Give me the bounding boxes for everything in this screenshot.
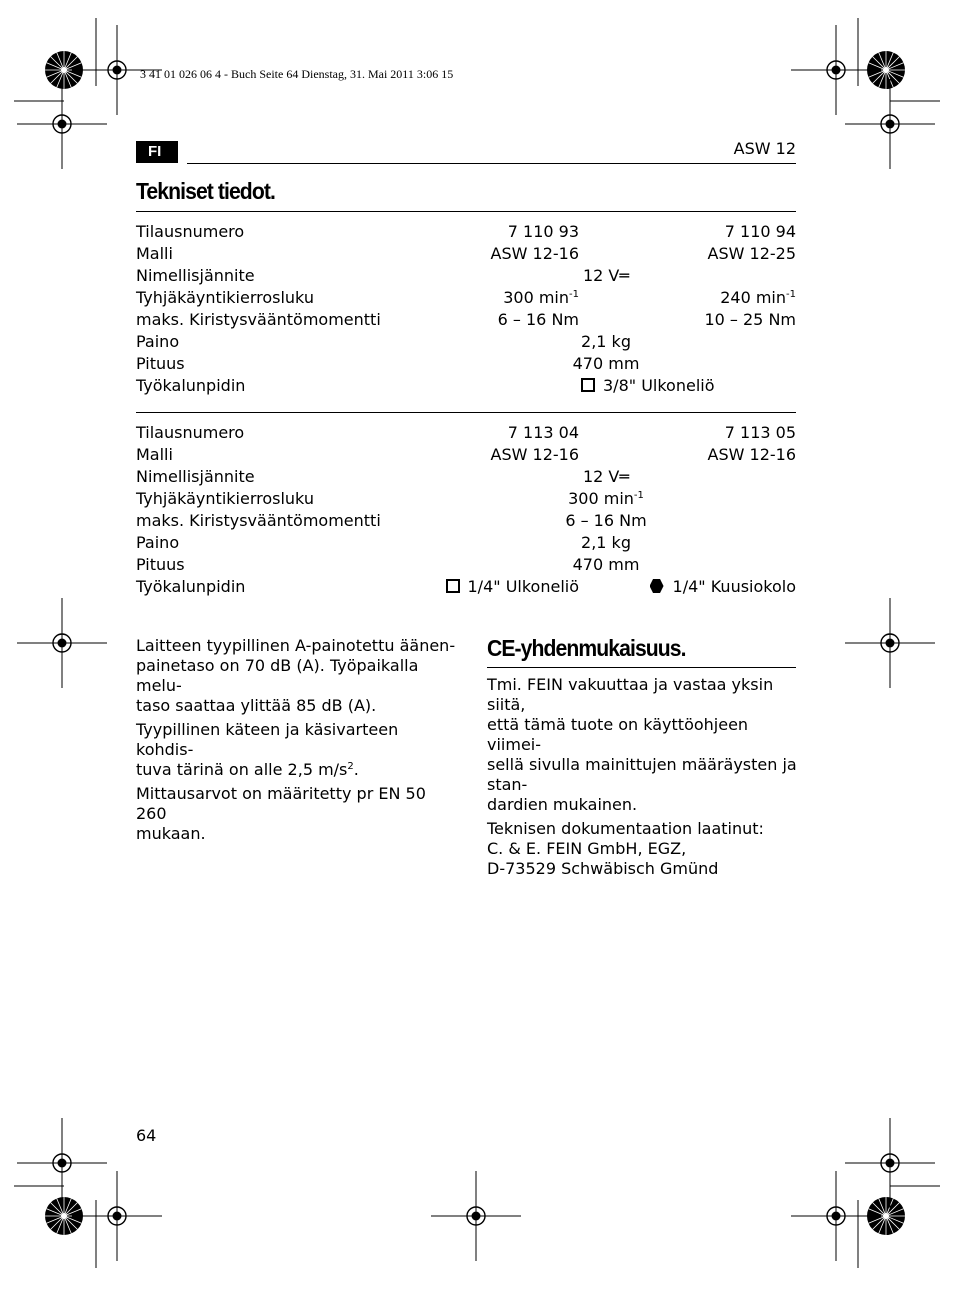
row-label: Tyhjäkäyntikierrosluku [136, 288, 314, 307]
noise-paragraph [136, 636, 456, 716]
value-shared [568, 488, 644, 510]
table-row [136, 221, 796, 243]
table-row [136, 265, 796, 287]
text-line: Tyypillinen käteen ja käsivarteen kohdis- [136, 720, 399, 759]
square-drive-icon [446, 579, 460, 593]
value-col-1 [446, 576, 580, 598]
table-row [136, 466, 796, 488]
noise-vibration-text [136, 636, 456, 848]
row-label: Nimellisjännite [136, 467, 255, 486]
value-col-2: ASW 12-16 [707, 445, 796, 464]
value-shared: 2,1 kg [581, 533, 631, 552]
table-row [136, 287, 796, 309]
ce-documentation [487, 819, 807, 879]
row-label: maks. Kiristysvääntömomentti [136, 511, 381, 530]
ce-title-rule [487, 667, 796, 668]
text-line: Mittausarvot on määritetty pr EN 50 260 [136, 784, 426, 823]
text-line: Teknisen dokumentaation laatinut: [487, 819, 764, 838]
text-line: C. & E. FEIN GmbH, EGZ, [487, 839, 687, 858]
table-row [136, 422, 796, 444]
row-label: Nimellisjännite [136, 266, 255, 285]
value-col-2: 10 – 25 Nm [704, 310, 796, 329]
language-tag: FI [136, 141, 178, 163]
value-shared: 12 V═ [582, 266, 630, 285]
row-label: Tilausnumero [136, 222, 245, 241]
holder-value: 1/4" Ulkoneliö [467, 577, 579, 596]
value-col-2 [720, 287, 796, 309]
value-shared: 6 – 16 Nm [565, 511, 647, 530]
value-col-2: 7 110 94 [724, 222, 796, 241]
value-shared: 470 mm [572, 354, 640, 373]
row-label: maks. Kiristysvääntömomentti [136, 310, 381, 329]
row-label: Pituus [136, 555, 185, 574]
value-shared [581, 375, 715, 397]
speed-value: 300 min [568, 489, 634, 508]
model-code: ASW 12 [733, 139, 796, 158]
value-col-1 [503, 287, 579, 309]
table-row [136, 576, 796, 598]
text-line: taso saattaa ylittää 85 dB (A). [136, 696, 377, 715]
text-line: tuva tärinä on alle 2,5 m/s [136, 760, 348, 779]
value-shared: 470 mm [572, 555, 640, 574]
holder-value: 3/8" Ulkoneliö [603, 376, 715, 395]
value-col-1: ASW 12-16 [490, 244, 579, 263]
title-rule [136, 211, 796, 212]
row-label: Paino [136, 533, 180, 552]
vibration-paragraph [136, 720, 456, 780]
table-row [136, 554, 796, 576]
value-col-1: 7 113 04 [507, 423, 579, 442]
text-line: että tämä tuote on käyttöohjeen viimei- [487, 715, 749, 754]
spec-table-2 [136, 422, 796, 598]
text-line: Tmi. FEIN vakuuttaa ja vastaa yksin siitä, [487, 675, 774, 714]
speed-value: 300 min [503, 288, 570, 307]
value-col-1: 7 110 93 [507, 222, 579, 241]
value-col-1: 6 – 16 Nm [497, 310, 579, 329]
value-shared: 12 V═ [582, 467, 630, 486]
table-row [136, 532, 796, 554]
hex-socket-icon [650, 579, 664, 593]
measurement-paragraph [136, 784, 456, 844]
row-label: Työkalunpidin [136, 376, 246, 395]
exponent: -1 [633, 490, 644, 501]
table-row [136, 331, 796, 353]
exponent: 2 [347, 761, 354, 772]
row-label: Työkalunpidin [136, 577, 246, 596]
ce-text [487, 675, 807, 883]
print-info: 3 41 01 026 06 4 - Buch Seite 64 Dienstag, 31. Mai 2011 3:06 15 [140, 67, 454, 81]
text-line: painetaso on 70 dB (A). Työpaikalla melu- [136, 656, 419, 695]
text-line: Laitteen tyypillinen A-painotettu äänen- [136, 636, 456, 655]
square-drive-icon [581, 378, 595, 392]
table-row [136, 309, 796, 331]
table-divider [136, 412, 796, 413]
row-label: Tyhjäkäyntikierrosluku [136, 489, 314, 508]
row-label: Paino [136, 332, 180, 351]
value-col-2: 7 113 05 [724, 423, 796, 442]
table-row [136, 444, 796, 466]
table-row [136, 243, 796, 265]
row-label: Malli [136, 445, 173, 464]
text-line: dardien mukainen. [487, 795, 638, 814]
ce-declaration [487, 675, 807, 815]
text-line: D-73529 Schwäbisch Gmünd [487, 859, 719, 878]
value-col-1: ASW 12-16 [490, 445, 579, 464]
holder-value: 1/4" Kuusiokolo [672, 577, 796, 596]
row-label: Tilausnumero [136, 423, 245, 442]
row-label: Malli [136, 244, 173, 263]
value-col-2: ASW 12-25 [707, 244, 796, 263]
tech-title: Tekniset tiedot. [136, 178, 275, 204]
ce-title: CE-yhdenmukaisuus. [487, 635, 686, 661]
table-row [136, 375, 796, 397]
text-line: sellä sivulla mainittujen määräysten ja stan- [487, 755, 797, 794]
row-label: Pituus [136, 354, 185, 373]
page-number: 64 [136, 1126, 157, 1145]
table-row [136, 353, 796, 375]
table-row [136, 488, 796, 510]
table-row [136, 510, 796, 532]
text-line: . [353, 760, 359, 779]
value-shared: 2,1 kg [581, 332, 631, 351]
exponent: -1 [786, 289, 796, 300]
value-col-2 [650, 576, 796, 598]
header-rule [187, 163, 796, 164]
exponent: -1 [569, 289, 579, 300]
spec-table-1 [136, 221, 796, 397]
speed-value: 240 min [720, 288, 787, 307]
text-line: mukaan. [136, 824, 206, 843]
